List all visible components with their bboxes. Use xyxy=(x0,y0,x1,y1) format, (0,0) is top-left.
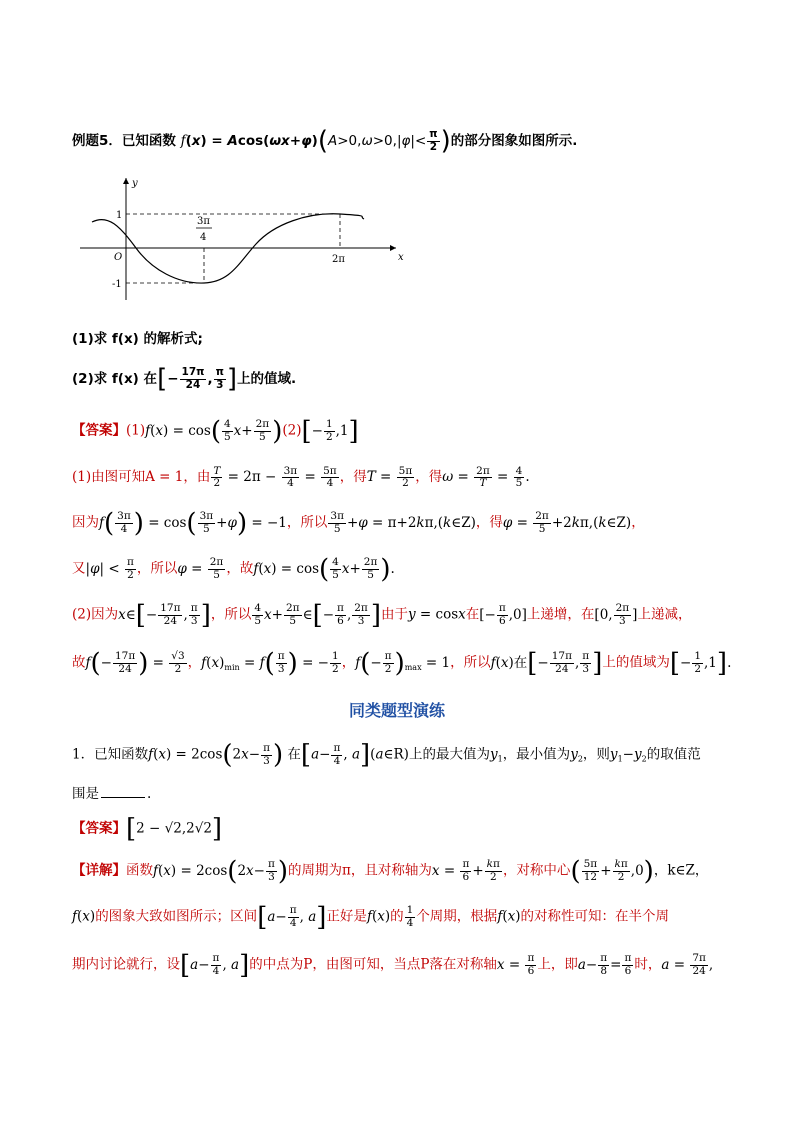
example-tail: 的部分图象如图所示. xyxy=(450,133,578,149)
y-label: y xyxy=(132,178,138,189)
cosine-graph xyxy=(78,172,408,304)
question-1: (1)求 f(x) 的解析式; xyxy=(72,331,203,347)
detail-tag: 【详解】 xyxy=(72,862,126,879)
practice-answer-tag: 【答案】 xyxy=(72,820,126,837)
question-2: (2)求 f(x) 在[− $\frac{17\pi}{24}$ , $\frac{\pi}{3}$ ]上的值域. xyxy=(72,364,297,394)
origin-label: O xyxy=(114,252,123,263)
solution-line-2: 因为f( $\frac{3\pi}{4}$ ) = cos( $\frac{3\pi}{5}$ +φ) = −1，所以 $\frac{3\pi}{5}$ +φ = π+2kπ,(k∈Z)，得φ = $\frac{2\pi}{5}$ +2kπ,(k∈Z)， xyxy=(72,508,645,538)
answer-blank[interactable] xyxy=(101,797,145,798)
practice-problem-1-cont: 围是 . xyxy=(72,786,152,802)
tick-one: 1 xyxy=(116,210,123,221)
tick-neg-one: -1 xyxy=(112,279,122,290)
detail-line-3: 期内讨论就行，设[a− $\frac{\pi}{4}$ , a]的中点为P，由图可知，当点P落在对称轴x = $\frac{\pi}{6}$ 上，即a− $\frac{\pi}{8}$ = $\frac{\pi}{6}$ 时，a = $\frac{7\pi}{24}$ , xyxy=(72,950,714,980)
x-label: x xyxy=(398,252,404,263)
example-label: 例题5．已知函数 xyxy=(72,133,176,149)
tick-4: 4 xyxy=(200,232,207,243)
tick-3pi: 3π xyxy=(197,216,210,227)
solution-line-1: (1)由图可知A = 1，由 $\frac{T}{2}$ = 2π − $\frac{3\pi}{4}$ = $\frac{5\pi}{4}$ ，得T = $\frac{5\pi}{2}$ ，得ω = $\frac{2\pi}{T}$ = $\frac{4}{5}$ . xyxy=(72,465,530,490)
solution-line-3: 又|φ| < $\frac{\pi}{2}$ ，所以φ = $\frac{2\pi}{5}$ ，故f(x) = cos( $\frac{4}{5}$ x+ $\frac{2\pi}{5}$ ). xyxy=(72,554,395,584)
solution-line-5: 故f(− $\frac{17\pi}{24}$ ) = $\frac{√3}{2}$ ，$f(x)_{min} = f$( $\frac{\pi}{3}$ ) = − $\frac{1}{2}$ ，f(− $\frac{\pi}{2}$ )$_{max} = 1$，所以f(x)在[− $\frac{17\pi}{24}$ , $\frac{\pi}{3}$ ]上的值域为[− $\frac{1}{2}$ ,1]. xyxy=(72,648,732,678)
solution-line-4: (2)因为x∈[− $\frac{17\pi}{24}$ , $\frac{\pi}{3}$ ]，所以 $\frac{4}{5}$ x+ $\frac{2\pi}{5}$ ∈[− $\frac{\pi}{6}$ , $\frac{2\pi}{3}$ ]由于y = cosx在[− $\frac{\pi}{6}$ ,0]上递增，在[0, $\frac{2\pi}{3}$ ]上递减， xyxy=(72,600,692,630)
section-heading: 同类题型演练 xyxy=(348,701,445,720)
practice-problem-1: 1．已知函数f(x) = 2cos(2x− $\frac{\pi}{3}$ ) 在[a− $\frac{\pi}{4}$ , a](a∈R)上的最大值为$y_1$，最小值为$y_2$，则$y_1-y_2$的取值范 xyxy=(72,740,701,770)
detail-line-1: 【详解】函数f(x) = 2cos(2x− $\frac{\pi}{3}$ )的周期为π，且对称轴为x = $\frac{\pi}{6}$ + $\frac{k\pi}{2}$ ，对称中心( $\frac{5\pi}{12}$ + $\frac{k\pi}{2}$ ,0)，k∈Z， xyxy=(72,856,709,886)
answer-tag: 【答案】 xyxy=(72,422,126,439)
answer-line: 【答案】(1)f(x) = cos( $\frac{4}{5}$ x+ $\frac{2\pi}{5}$ )(2)[− $\frac{1}{2}$ ,1] xyxy=(72,416,359,446)
practice-answer: 【答案】[2 − √2,2√2] xyxy=(72,814,223,844)
tick-two-pi: 2π xyxy=(332,254,345,265)
detail-line-2: f(x)的图象大致如图所示；区间[a− $\frac{\pi}{4}$ , a]正好是f(x)的 $\frac{1}{4}$ 个周期，根据f(x)的对称性可知：在半个周 xyxy=(72,902,669,932)
example-statement: 例题5．已知函数 f(x) = Acos(ωx+φ)(A>0,ω>0,|φ|< $\frac{\pi}{2}$ )的部分图象如图所示. xyxy=(72,126,578,156)
